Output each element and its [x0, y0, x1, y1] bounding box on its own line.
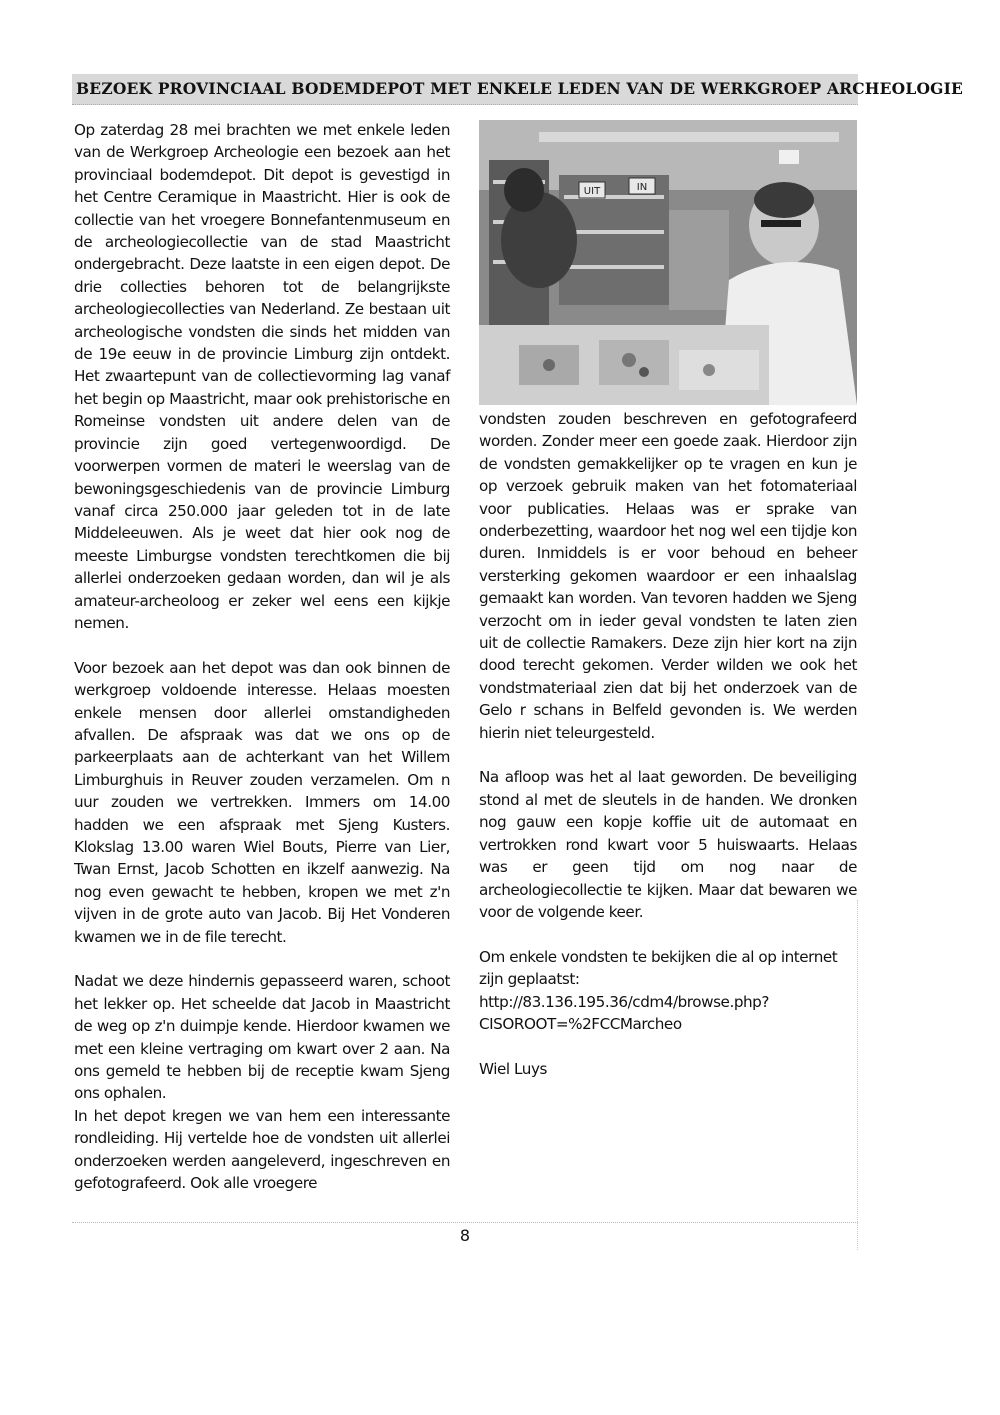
- paragraph-ending: Na afloop was het al laat geworden. De beveiliging stond al met de sleutels in de handen. We dronken nog gauw een kopje koffie uit de automaat en vertrokken rond kwart voor 5 huiswaarts. Helaas was er geen tijd om nog naar de archeologiecollectie te kijken. Maar dat bewaren we voor de volgende keer.: [479, 768, 857, 921]
- article-title: BEZOEK PROVINCIAAL BODEMDEPOT MET ENKELE LEDEN VAN DE WERKGROEP ARCHEOLOGIE: [76, 79, 964, 98]
- paragraph-link: Om enkele vondsten te bekijken die al op internet zijn geplaatst: http://83.136.195.36/cdm4/browse.php?CISOROOT=%2FCCMarcheo: [479, 947, 838, 1033]
- footer-rule: [72, 1222, 858, 1223]
- side-rule: [857, 900, 858, 1250]
- photo-sign-uit: UIT: [583, 186, 601, 197]
- paragraph-meeting: Voor bezoek aan het depot was dan ook binnen de werkgroep voldoende interesse. Helaas moesten enkele mensen door allerlei omstandigheden afvallen. De afspraak was dat we ons op de parkeerplaats aan de achterkant van het Willem Limburghuis in Reuver zouden verzamelen. Om n uur zouden we vertrekken. Immers om 14.00 hadden we een afspraak met Sjeng Kusters. Klokslag 13.00 waren Wiel Bouts, Pierre van Lier, Twan Ernst, Jacob Schotten en ikzelf aanwezig. Na nog even gewacht te hebben, kropen we met z'n vijven in de grote auto van Jacob. Bij Het Vonderen kwamen we in de file terecht.: [74, 658, 450, 946]
- depot-photo-illustration: [479, 120, 857, 405]
- page-number: 8: [459, 1226, 471, 1245]
- depot-photo: [479, 120, 857, 405]
- paragraph-tour: In het depot kregen we van hem een interessante rondleiding. Hij vertelde hoe de vondsten uit allerlei onderzoeken werden aangeleverd, ingeschreven en gefotografeerd. Ook alle vroegere: [74, 1106, 450, 1193]
- paragraph-journey: Nadat we deze hindernis gepasseerd waren, schoot het lekker op. Het scheelde dat Jacob in Maastricht de weg op z'n duimpje kende. Hierdoor kwamen we met een kleine vertraging om kwart over 2 aan. Na ons gemeld te hebben bij de receptie kwam Sjeng ons ophalen.: [74, 972, 450, 1103]
- right-column: [479, 408, 857, 1080]
- photo-sign-in: IN: [636, 182, 648, 193]
- paragraph-intro: Op zaterdag 28 mei brachten we met enkele leden van de Werkgroep Archeologie een bezoek aan het provinciaal bodemdepot. Dit depot is gevestigd in het Centre Ceramique in Maastricht. Hier is ook de collectie van het vroegere Bonnefantenmuseum en de archeologiecollectie van de stad Maastricht ondergebracht. Deze laatste in een eigen depot. De drie collecties behoren tot de belangrijkste archeologiecollecties van Nederland. Ze bestaan uit archeologische vondsten die sinds het midden van de 19e eeuw in de provincie Limburg zijn ontdekt. Het zwaartepunt van de collectievorming lag vanaf het begin op Maastricht, maar ook prehistorische en Romeinse vondsten uit andere delen van de provincie zijn goed vertegenwoordigd. De voorwerpen vormen de materi le weerslag van de bewoningsgeschiedenis van de provincie Limburg vanaf circa 250.000 jaar geleden tot in de late Middeleeuwen. Als je weet dat hier ook nog de meeste Limburgse vondsten terechtkomen die bij allerlei onderzoeken gedaan worden, dan wil je als amateur-archeoloog er zeker wel eens een kijkje nemen.: [74, 121, 450, 632]
- author-signature: Wiel Luys: [479, 1059, 547, 1078]
- left-column: [74, 119, 450, 1194]
- paragraph-registration: vondsten zouden beschreven en gefotografeerd worden. Zonder meer een goede zaak. Hierdoor zijn de vondsten gemakkelijker op te vragen en kun je op verzoek gebruik maken van het fotomateriaal voor publicaties. Helaas was er sprake van onderbezetting, waardoor het nog wel een tijdje kon duren. Inmiddels is er voor behoud en beheer versterking gekomen waardoor er een inhaalslag gemaakt kan worden. Van tevoren hadden we Sjeng verzocht om in ieder geval vondsten te laten zien uit de collectie Ramakers. Deze zijn hier kort na zijn dood terecht gekomen. Verder wilden we ook het vondstmateriaal zien dat bij het onderzoek van de Gelo r schans in Belfeld gevonden is. We werden hierin niet teleurgesteld.: [479, 410, 857, 742]
